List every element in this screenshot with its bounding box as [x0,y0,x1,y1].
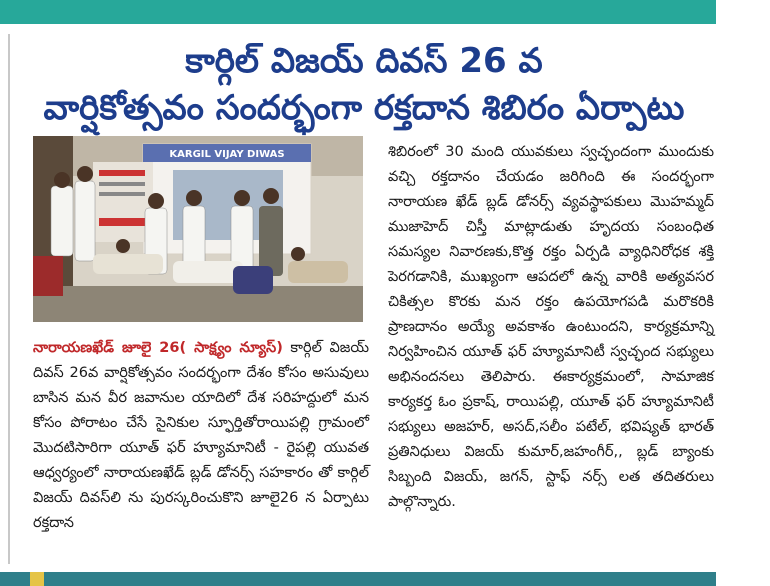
banner-text: KARGIL VIJAY DIWAS [169,149,285,160]
blood-donation-camp-photo [33,136,363,322]
headline-line-2: వార్షికోత్సవం సందర్భంగా రక్తదాన శిబిరం ఏర్పాటు [43,88,685,128]
bottom-accent-block [30,572,44,586]
article-photo [33,136,363,322]
article-body-right [388,140,714,515]
body-text-right: శిబిరంలో 30 మంది యువకులు స్వచ్ఛందంగా ముందుకు వచ్చి రక్తదానం చేయడం జరిగింది ఈ సందర్భంగా నారాయణ ఖేడ్ బ్లడ్ డోనర్స్ వ్యవస్థాపకులు మొహమ్మద్ ముజాహెద్ చిస్తీ మాట్లాడుతు హృదయ సంబంధిత సమస్యల నివారణకు,కొత్త రక్తం ఏర్పడి వ్యాధినిరోధక శక్తి పెరగడానికి, ముఖ్యంగా ఆపదలో ఉన్న వారికి అత్యవసర చికిత్సల కొరకు మన రక్తం ఉపయోగపడి మరొకరికి ప్రాణదానం అయ్యే అవకాశం ఉంటుందని, కార్యక్రమాన్ని నిర్వహించిన యూత్ ఫర్ హ్యూమానిటీ స్వచ్ఛంద సభ్యులు అభినందనలు తెలిపారు. ఈకార్యక్రమంలో, సామాజిక కార్యకర్త ఓం ప్రకాష్, రాయిపల్లి, యూత్ ఫర్ హ్యూమానిటీ సభ్యులు అజహర్, అసద్,సలీం పటేల్, భవిష్యత్ భారత్ ప్రతినిధులు విజయ్ కుమార్,జహంగీర్,, బ్లడ్ బ్యాంకు సిబ్బంది విజయ్, జగన్, స్టాఫ్ నర్స్ లత తదితరులు పాల్గొన్నారు. [388,144,714,510]
headline-line-1: కార్గిల్ విజయ్ దివస్ 26 వ [185,41,543,81]
top-color-bar [0,0,716,24]
article-headline [12,38,716,132]
body-text-left: కార్గిల్ విజయ్ దివస్ 26వ వార్షికోత్సవం సందర్భంగా దేశం కోసం అసువులు బాసిన మన వీర జవానుల యాదిలో దేశ సరిహద్దులో మన కోసం పోరాటం చేసే సైనికుల స్ఫూర్తితోరాయిపల్లి గ్రామంలో మొదటిసారిగా యూత్ ఫర్ హ్యూమానిటీ - రైపల్లి యువత ఆధ్వర్యంలో నారాయణఖేడ్ బ్లడ్ డోనర్స్ సహకారం తో కార్గిల్ విజయ్ దివస్‌లి ను పురస్కరించుకొని జూలై26 న ఏర్పాటు రక్తదాన [33,340,370,531]
column-rule [8,34,10,564]
bottom-color-strip [0,572,716,586]
article-body-left [33,336,369,536]
dateline: నారాయణఖేడ్ జూలై 26( సాక్ష్యం న్యూస్) [33,340,283,356]
